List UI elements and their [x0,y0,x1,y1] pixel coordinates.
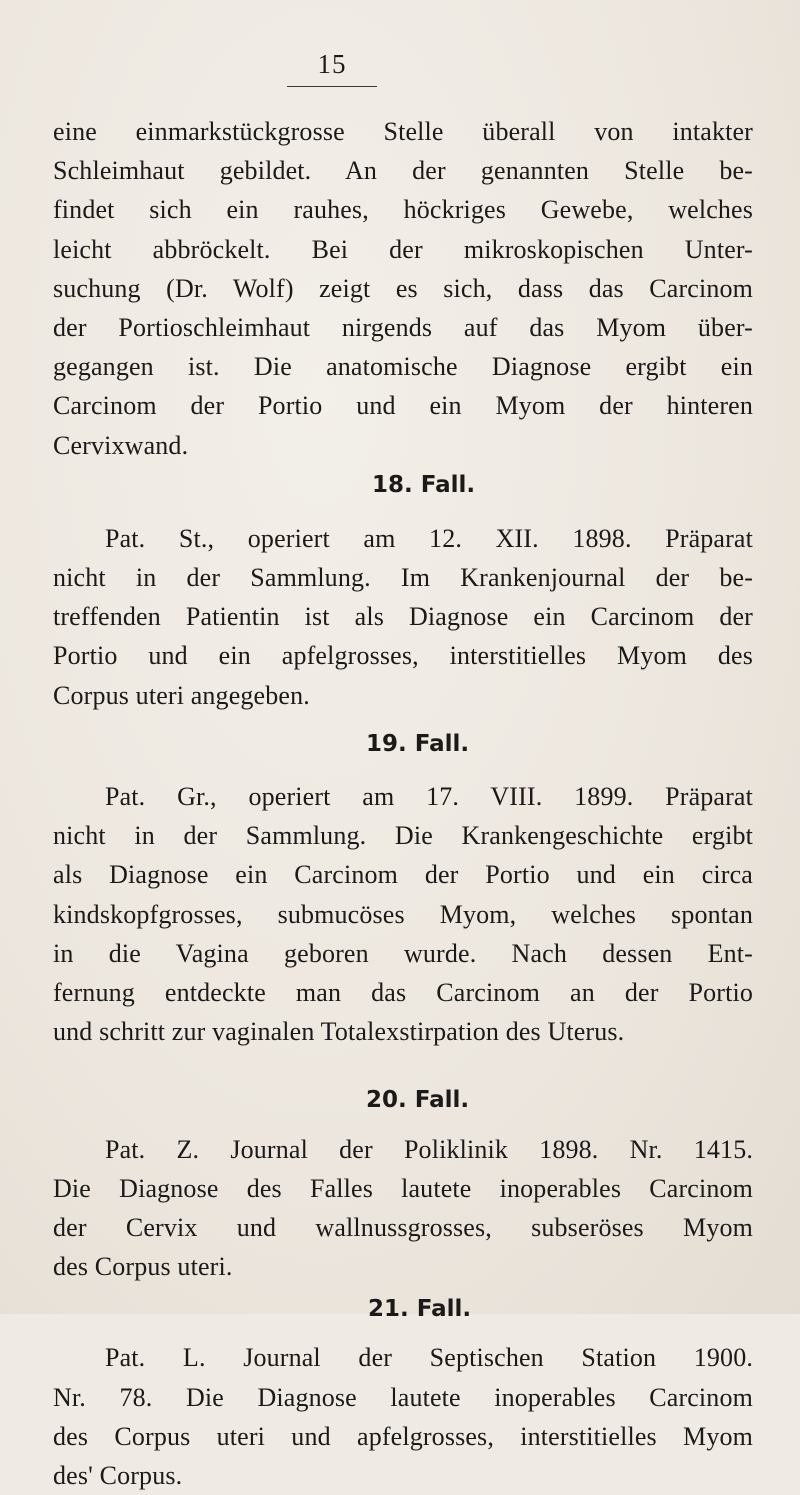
text-line: findet sich ein rauhes, höckriges Gewebe, welches [53,195,753,225]
text-line: Pat. Gr., operiert am 17. VIII. 1899. Präparat [105,782,753,811]
body-text [53,112,753,1495]
text-line: Nr. 78. Die Diagnose lautete inoperables Carcinom [53,1382,753,1412]
text-line: des' Corpus. [53,1461,183,1490]
text-line: und schritt zur vaginalen Totalexstirpation des Uterus. [53,1017,625,1047]
text-line: Die Diagnose des Falles lautete inoperables Carcinom [53,1173,753,1203]
text-line: des Corpus uteri und apfelgrosses, interstitielles Myom [53,1421,753,1451]
text-line: des Corpus uteri. [53,1252,233,1282]
case-19-paragraph [53,777,753,1051]
text-line: als Diagnose ein Carcinom der Portio und ein circa [53,860,753,890]
text-line: nicht in der Sammlung. Im Krankenjournal der be- [53,563,753,593]
text-line: eine einmarkstückgrosse Stelle überall von intakter [53,117,753,146]
text-line: fernung entdeckte man das Carcinom an der Portio [53,977,753,1007]
text-line: kindskopfgrosses, submucöses Myom, welches spontan [53,899,753,929]
text-line: suchung (Dr. Wolf) zeigt es sich, dass das Carcinom [53,273,753,303]
text-line: Corpus uteri angegeben. [53,680,310,710]
case-heading-20: 20. Fall. [366,1087,470,1114]
text-line: Pat. Z. Journal der Poliklinik 1898. Nr. 1415. [105,1134,753,1164]
case-heading-19: 19. Fall. [366,730,470,757]
page-number-rule [287,86,377,87]
case-20-paragraph [53,1130,753,1287]
text-line: treffenden Patientin ist als Diagnose ein Carcinom der [53,602,753,632]
case-18-paragraph [53,519,753,715]
text-line: in die Vagina geboren wurde. Nach dessen Ent- [53,938,753,968]
text-line: Carcinom der Portio und ein Myom der hinteren [53,391,753,421]
case-heading-18: 18. Fall. [372,471,476,498]
text-line: der Cervix und wallnussgrosses, subseröses Myom [53,1212,753,1242]
page-number: 15 [317,49,347,79]
case-21-paragraph [53,1338,753,1495]
text-line: Pat. L. Journal der Septischen Station 1900. [105,1343,753,1373]
text-line: Portio und ein apfelgrosses, interstitielles Myom des [53,641,753,671]
text-line: leicht abbröckelt. Bei der mikroskopischen Unter- [53,234,753,264]
intro-paragraph [53,112,753,465]
text-line: gegangen ist. Die anatomische Diagnose ergibt ein [53,352,753,382]
text-line: Cervixwand. [53,430,189,460]
text-line: nicht in der Sammlung. Die Krankengeschichte ergibt [53,821,753,851]
text-line: der Portioschleimhaut nirgends auf das Myom über- [53,312,753,342]
text-line: Schleimhaut gebildet. An der genannten Stelle be- [53,156,753,186]
case-heading-21: 21. Fall. [368,1296,472,1323]
text-line: Pat. St., operiert am 12. XII. 1898. Präparat [105,523,753,553]
